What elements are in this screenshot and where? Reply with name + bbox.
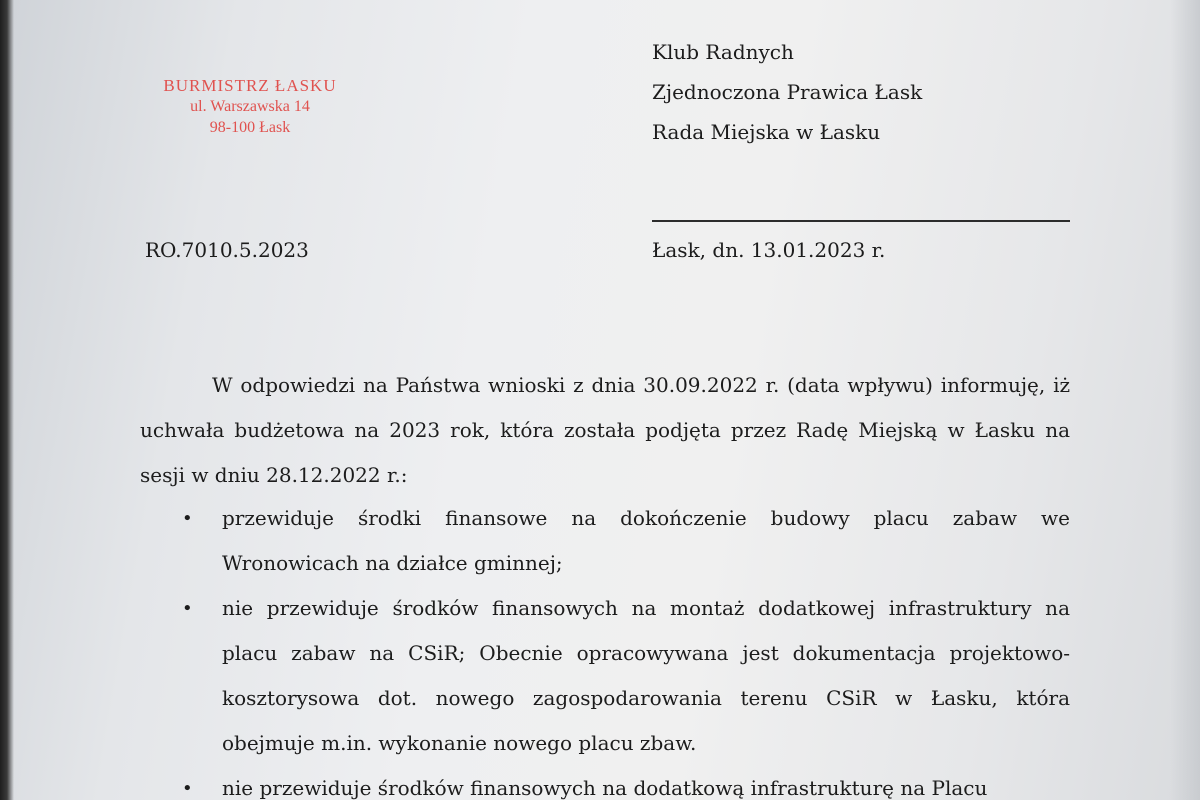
list-item [182, 586, 1070, 766]
recipient-line-2: Zjednoczona Prawica Łask [652, 80, 923, 104]
intro-paragraph: W odpowiedzi na Państwa wnioski z dnia 30.09.2022 r. (data wpływu) informuję, iż uchwała budżetowa na 2023 rok, która została podjęta przez Radę Miejską w Łasku na sesji w dniu 28.12.2022 r.: [140, 373, 1070, 487]
bullet-text-2: nie przewiduje środków finansowych na montaż dodatkowej infrastruktury na placu zabaw na CSiR; Obecnie opracowywana jest dokumentacja projektowo-kosztorysowa dot. nowego zagospodarowania terenu CSiR w Łasku, która obejmuje m.in. wykonanie nowego placu zbaw. [222, 596, 1070, 755]
stamp-title: BURMISTRZ ŁASKU [163, 76, 337, 95]
list-item [182, 496, 1070, 586]
recipient-underline [652, 220, 1070, 222]
bullet-dot: • [182, 508, 193, 529]
recipient-line-1: Klub Radnych [652, 40, 794, 64]
page-edge-shadow [0, 0, 14, 800]
bullet-text-3: nie przewiduje środków finansowych na dodatkową infrastrukturę na Placu [222, 776, 988, 800]
bullet-list [182, 496, 1070, 800]
reference-number: RO.7010.5.2023 [145, 238, 309, 262]
bullet-text-1: przewiduje środki finansowe na dokończenie budowy placu zabaw we Wronowicach na działce gminnej; [222, 506, 1070, 575]
letter-date: Łask, dn. 13.01.2023 r. [652, 238, 886, 262]
letter-body [140, 363, 1070, 498]
recipient-block [652, 32, 922, 152]
list-item [182, 766, 1070, 800]
recipient-line-3: Rada Miejska w Łasku [652, 120, 881, 144]
page-edge-right [1170, 0, 1200, 800]
mayor-stamp [120, 75, 380, 138]
stamp-street: ul. Warszawska 14 [190, 98, 310, 115]
bullet-dot: • [182, 778, 193, 799]
bullet-dot: • [182, 598, 193, 619]
stamp-city: 98-100 Łask [209, 119, 291, 136]
